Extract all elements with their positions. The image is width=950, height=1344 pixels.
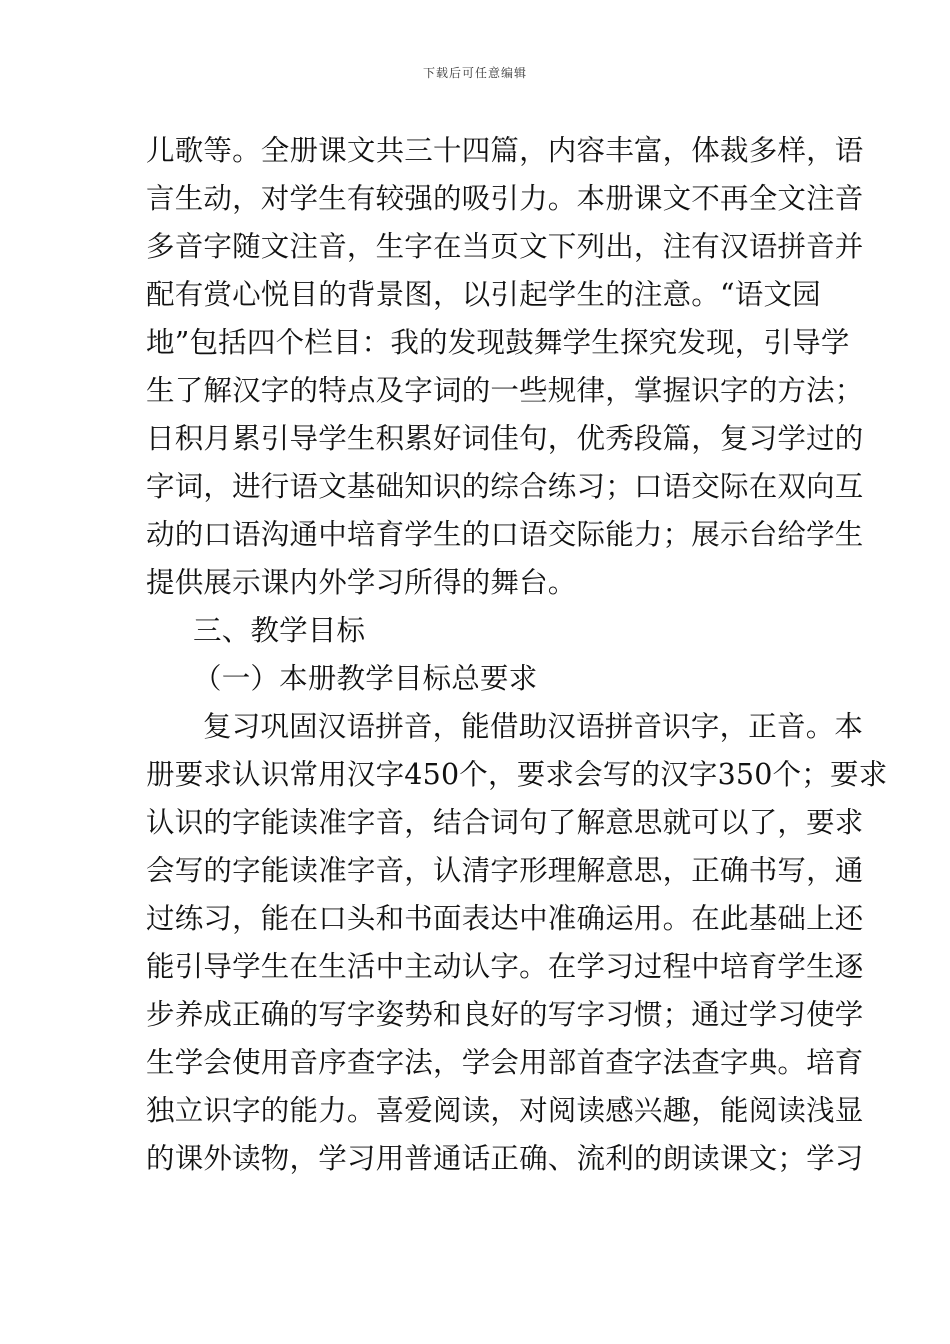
- body-line: 独立识字的能力。喜爱阅读，对阅读感兴趣，能阅读浅显: [146, 1094, 864, 1127]
- body-line: 过练习，能在口头和书面表达中准确运用。在此基础上还: [146, 902, 864, 935]
- page-header: 下载后可任意编辑: [422, 66, 527, 80]
- body-line: 能引导学生在生活中主动认字。在学习过程中培育学生逐: [146, 950, 864, 983]
- body-line: 复习巩固汉语拼音，能借助汉语拼音识字，正音。本: [203, 710, 864, 743]
- body-line: 会写的字能读准字音，认清字形理解意思，正确书写，通: [146, 854, 864, 887]
- body-line: 多音字随文注音，生字在当页文下列出，注有汉语拼音并: [146, 230, 864, 263]
- body-line: 字词，进行语文基础知识的综合练习；口语交际在双向互: [146, 470, 864, 503]
- body-line: 配有赏心悦目的背景图，以引起学生的注意。“语文园: [146, 278, 821, 311]
- body-line: 动的口语沟通中培育学生的口语交际能力；展示台给学生: [146, 518, 864, 551]
- body-line: 儿歌等。全册课文共三十四篇，内容丰富，体裁多样，语: [146, 134, 864, 167]
- body-line: 认识的字能读准字音，结合词句了解意思就可以了，要求: [146, 806, 864, 839]
- body-line: 提供展示课内外学习所得的舞台。: [146, 566, 577, 599]
- body-line: 生学会使用音序查字法，学会用部首查字法查字典。培育: [146, 1046, 864, 1079]
- section-heading: 三、教学目标: [193, 614, 366, 647]
- subsection-heading: （一）本册教学目标总要求: [193, 662, 538, 695]
- body-line: 生了解汉字的特点及字词的一些规律，掌握识字的方法；: [146, 374, 864, 407]
- body-line: 地”包括四个栏目：我的发现鼓舞学生探究发现，引导学: [146, 326, 850, 359]
- body-line: 的课外读物，学习用普通话正确、流利的朗读课文；学习: [146, 1142, 864, 1175]
- body-line: 步养成正确的写字姿势和良好的写字习惯；通过学习使学: [146, 998, 864, 1031]
- body-line: 册要求认识常用汉字450个，要求会写的汉字350个；要求: [146, 758, 888, 791]
- body-line: 言生动，对学生有较强的吸引力。本册课文不再全文注音: [146, 182, 864, 215]
- body-line: 日积月累引导学生积累好词佳句，优秀段篇，复习学过的: [146, 422, 864, 455]
